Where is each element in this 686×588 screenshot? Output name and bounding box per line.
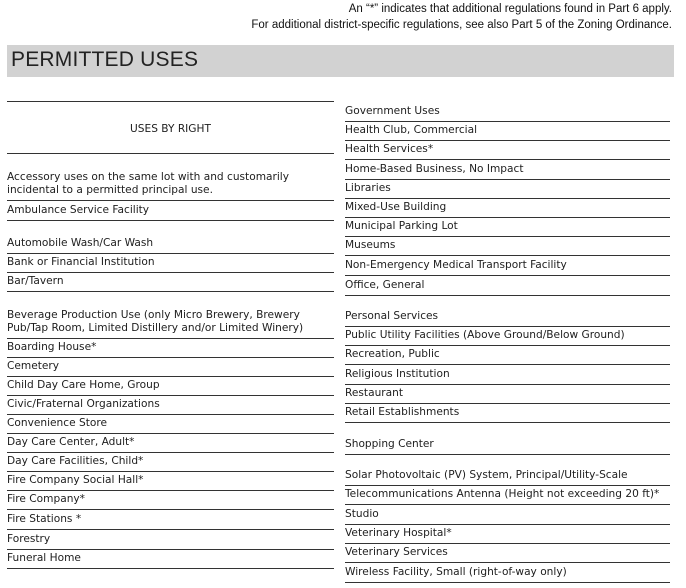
list-item: Mixed-Use Building bbox=[345, 199, 670, 218]
list-item: Health Club, Commercial bbox=[345, 122, 670, 141]
list-item: Veterinary Services bbox=[345, 544, 670, 563]
list-item: Libraries bbox=[345, 180, 670, 199]
list-item: Civic/Fraternal Organizations bbox=[7, 396, 334, 415]
note-district-regulations: For additional district-specific regulations, see also Part 5 of the Zoning Ordinance. bbox=[251, 19, 672, 31]
list-item: Accessory uses on the same lot with and customarily incidental to a permitted principal use. bbox=[7, 165, 334, 201]
list-item: Museums bbox=[345, 237, 670, 256]
section-title: PERMITTED USES bbox=[11, 48, 199, 71]
list-item: Fire Stations * bbox=[7, 510, 334, 530]
list-item: Telecommunications Antenna (Height not exceeding 20 ft)* bbox=[345, 486, 670, 505]
note-asterisk: An “*” indicates that additional regulations found in Part 6 apply. bbox=[348, 3, 672, 15]
list-item: Cemetery bbox=[7, 358, 334, 377]
list-item: Shopping Center bbox=[345, 423, 670, 455]
list-item: Convenience Store bbox=[7, 415, 334, 434]
list-item: Public Utility Facilities (Above Ground/Below Ground) bbox=[345, 327, 670, 346]
list-item: Bar/Tavern bbox=[7, 273, 334, 292]
list-item: Veterinary Hospital* bbox=[345, 525, 670, 544]
list-item: Child Day Care Home, Group bbox=[7, 377, 334, 396]
header-rule bbox=[7, 153, 334, 154]
list-item: Beverage Production Use (only Micro Brewery, Brewery Pub/Tap Room, Limited Distillery and/or Limited Winery) bbox=[7, 292, 334, 339]
list-item: Retail Establishments bbox=[345, 404, 670, 423]
list-item: Religious Institution bbox=[345, 365, 670, 385]
uses-by-right-column-continued bbox=[345, 0, 670, 588]
list-item: Restaurant bbox=[345, 385, 670, 404]
list-item: Government Uses bbox=[345, 102, 670, 122]
list-item: Forestry bbox=[7, 530, 334, 550]
list-item: Wireless Facility, Small (right-of-way only) bbox=[345, 563, 670, 583]
uses-by-right-column bbox=[7, 0, 334, 588]
list-item: Health Services* bbox=[345, 141, 670, 160]
list-item: Funeral Home bbox=[7, 550, 334, 569]
list-item: Fire Company Social Hall* bbox=[7, 472, 334, 491]
list-item: Recreation, Public bbox=[345, 346, 670, 365]
column-top-rule bbox=[7, 101, 334, 102]
list-item: Municipal Parking Lot bbox=[345, 218, 670, 237]
list-item: Automobile Wash/Car Wash bbox=[7, 221, 334, 254]
list-item: Day Care Facilities, Child* bbox=[7, 453, 334, 472]
list-item: Boarding House* bbox=[7, 339, 334, 358]
list-item: Day Care Center, Adult* bbox=[7, 434, 334, 453]
uses-by-right-header: USES BY RIGHT bbox=[130, 123, 211, 135]
list-item: Home-Based Business, No Impact bbox=[345, 160, 670, 180]
list-item: Fire Company* bbox=[7, 491, 334, 510]
list-item: Personal Services bbox=[345, 296, 670, 327]
list-item: Bank or Financial Institution bbox=[7, 254, 334, 273]
list-item: Ambulance Service Facility bbox=[7, 201, 334, 221]
list-item: Non-Emergency Medical Transport Facility bbox=[345, 256, 670, 276]
list-item: Solar Photovoltaic (PV) System, Principal/Utility-Scale bbox=[345, 455, 670, 486]
list-item: Office, General bbox=[345, 276, 670, 296]
list-item: Studio bbox=[345, 505, 670, 525]
